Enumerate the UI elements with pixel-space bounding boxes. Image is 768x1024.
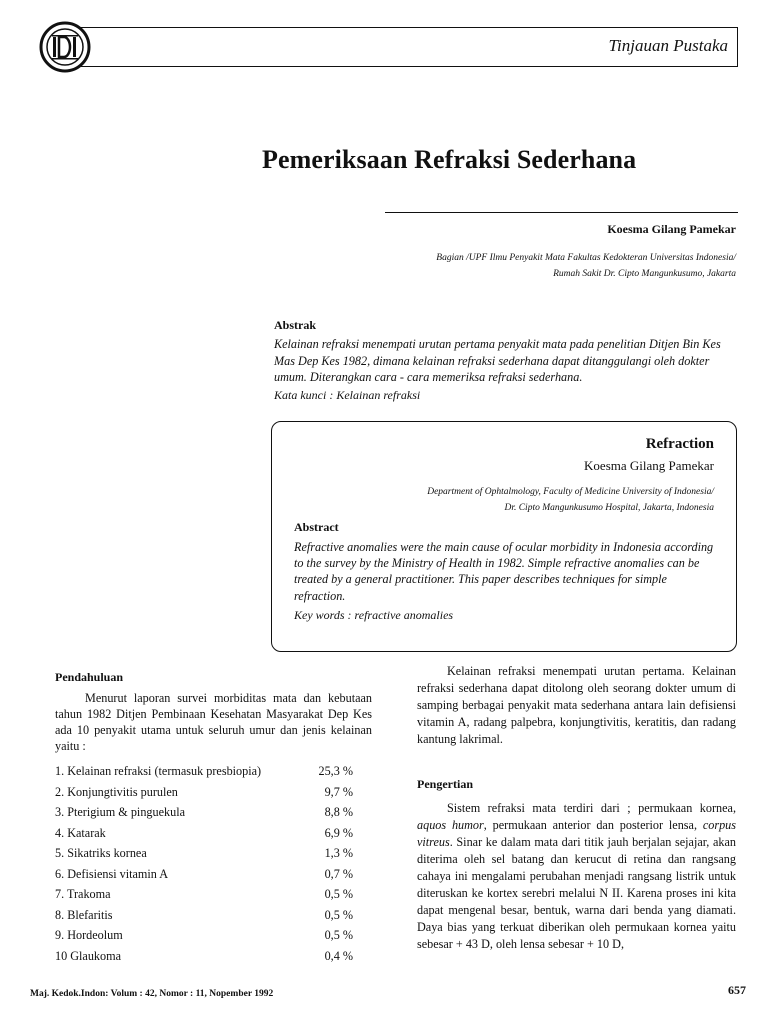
footer-journal-citation: Maj. Kedok.Indon: Volum : 42, Nomor : 11, Nopember 1992 <box>30 989 274 999</box>
para2-mid: , permukaan anterior dan posterior lensa, <box>483 818 703 832</box>
article-affiliation <box>436 250 736 282</box>
disease-label: 5. Sikatriks kornea <box>55 846 147 860</box>
title-rule <box>385 212 738 213</box>
article-author: Koesma Gilang Pamekar <box>607 222 736 236</box>
disease-percentage: 0,5 % <box>324 928 353 942</box>
disease-label: 8. Blefaritis <box>55 907 113 922</box>
disease-label: 7. Trakoma <box>55 887 111 901</box>
disease-percentage: 0,5 % <box>324 907 353 922</box>
disease-label: 4. Katarak <box>55 825 106 840</box>
disease-percentage: 0,7 % <box>324 866 353 881</box>
english-keywords: Key words : refractive anomalies <box>294 608 454 622</box>
table-row <box>55 826 365 847</box>
table-row <box>55 764 365 785</box>
abstrak-body <box>274 336 740 386</box>
affiliation-line-2: Rumah Sakit Dr. Cipto Mangunkusumo, Jakarta <box>553 269 736 279</box>
pendahuluan-heading: Pendahuluan <box>55 670 124 684</box>
disease-percentage: 0,4 % <box>324 948 353 963</box>
disease-percentage: 8,8 % <box>324 805 353 819</box>
english-abstract-heading: Abstract <box>294 520 339 534</box>
disease-label: 6. Defisiensi vitamin A <box>55 866 169 881</box>
table-row <box>55 908 365 929</box>
disease-label: 2. Konjungtivitis purulen <box>55 784 178 799</box>
disease-table <box>55 764 365 969</box>
idi-logo-icon <box>38 20 92 74</box>
abstrak-text: Kelainan refraksi menempati urutan pertama penyakit mata pada penelitian Ditjen Bin Kes Mas Dep Kes 1982, dimana kelainan refraksi sederhana dapat ditanggulangi oleh dokter umum. Diterangkan cara - cara memeriksa refraksi sederhana. <box>274 337 721 384</box>
english-affiliation-line-2: Dr. Cipto Mangunkusumo Hospital, Jakarta, Indonesia <box>504 503 714 513</box>
disease-table-body <box>55 764 365 969</box>
page-number: 657 <box>728 983 746 997</box>
right-paragraph-1: Kelainan refraksi menempati urutan pertama. Kelainan refraksi sederhana dapat ditolong oleh seorang dokter umum di samping berbagai penyakit mata sederhana antara lain defisiensi vitamin A, radang palpebra, konjungtivitis, keratitis, dan radang kantung lakrimal. <box>417 664 736 746</box>
para2-italic-term-2: corpus vitreus <box>417 818 737 849</box>
table-row <box>55 846 365 867</box>
table-row <box>55 785 365 806</box>
english-affiliation <box>427 484 714 516</box>
disease-percentage: 6,9 % <box>324 825 353 840</box>
table-row <box>55 949 365 970</box>
disease-label: 1. Kelainan refraksi (termasuk presbiopia) <box>55 764 262 778</box>
affiliation-line-1: Bagian /UPF Ilmu Penyakit Mata Fakultas Kedokteran Universitas Indonesia/ <box>436 253 736 263</box>
article-title: Pemeriksaan Refraksi Sederhana <box>262 145 637 174</box>
pendahuluan-paragraph: Menurut laporan survei morbiditas mata dan kebutaan tahun 1982 Ditjen Pembinaan Kesehatan Masyarakat Dep Kes ada 10 penyakit utama untuk seluruh umur dan jenis kelainan yaitu : <box>55 691 372 753</box>
disease-percentage: 0,5 % <box>324 887 353 901</box>
abstrak-keywords: Kata kunci : Kelainan refraksi <box>274 388 421 402</box>
disease-percentage: 1,3 % <box>324 846 353 860</box>
disease-label: 3. Pterigium & pinguekula <box>55 805 185 819</box>
disease-percentage: 9,7 % <box>324 784 353 799</box>
table-row <box>55 928 365 949</box>
english-affiliation-line-1: Department of Ophtalmology, Faculty of Medicine University of Indonesia/ <box>427 487 714 497</box>
english-abstract-body: Refractive anomalies were the main cause of ocular morbidity in Indonesia according to the survey by the Ministry of Health in 1982. Simple refractive anomalies can be treated by a general practitioner. This paper describes techniques for simple refraction. <box>294 540 714 603</box>
disease-percentage: 25,3 % <box>318 764 353 778</box>
para2-start: Sistem refraksi mata terdiri dari ; permukaan kornea, <box>447 801 736 815</box>
section-label: Tinjauan Pustaka <box>608 36 728 55</box>
pengertian-heading: Pengertian <box>417 777 473 791</box>
right-paragraph-2 <box>417 800 736 953</box>
table-row <box>55 887 365 908</box>
english-author: Koesma Gilang Pamekar <box>584 458 714 473</box>
abstrak-heading: Abstrak <box>274 318 317 332</box>
para2-italic-term-1: aquos humor <box>417 818 484 832</box>
english-title: Refraction <box>645 436 714 452</box>
para2-end: . Sinar ke dalam mata dari titik jauh berjalan sejajar, akan diterima oleh sel batang dan kerucut di retina dan rangsang cahaya ini mengalami perubahan menjadi rangsang listrik untuk diteruskan ke kortex serebri melalui N II. Karena proses ini kita dapat mengenal besar, bentuk, warna dari benda yang diamati. Daya bias yang terkuat diberikan oleh permukaan kornea yaitu sebesar + 43 D, oleh lensa sebesar + 10 D, <box>417 835 736 951</box>
table-row <box>55 867 365 888</box>
disease-label: 9. Hordeolum <box>55 928 123 942</box>
disease-label: 10 Glaukoma <box>55 948 122 963</box>
table-row <box>55 805 365 826</box>
